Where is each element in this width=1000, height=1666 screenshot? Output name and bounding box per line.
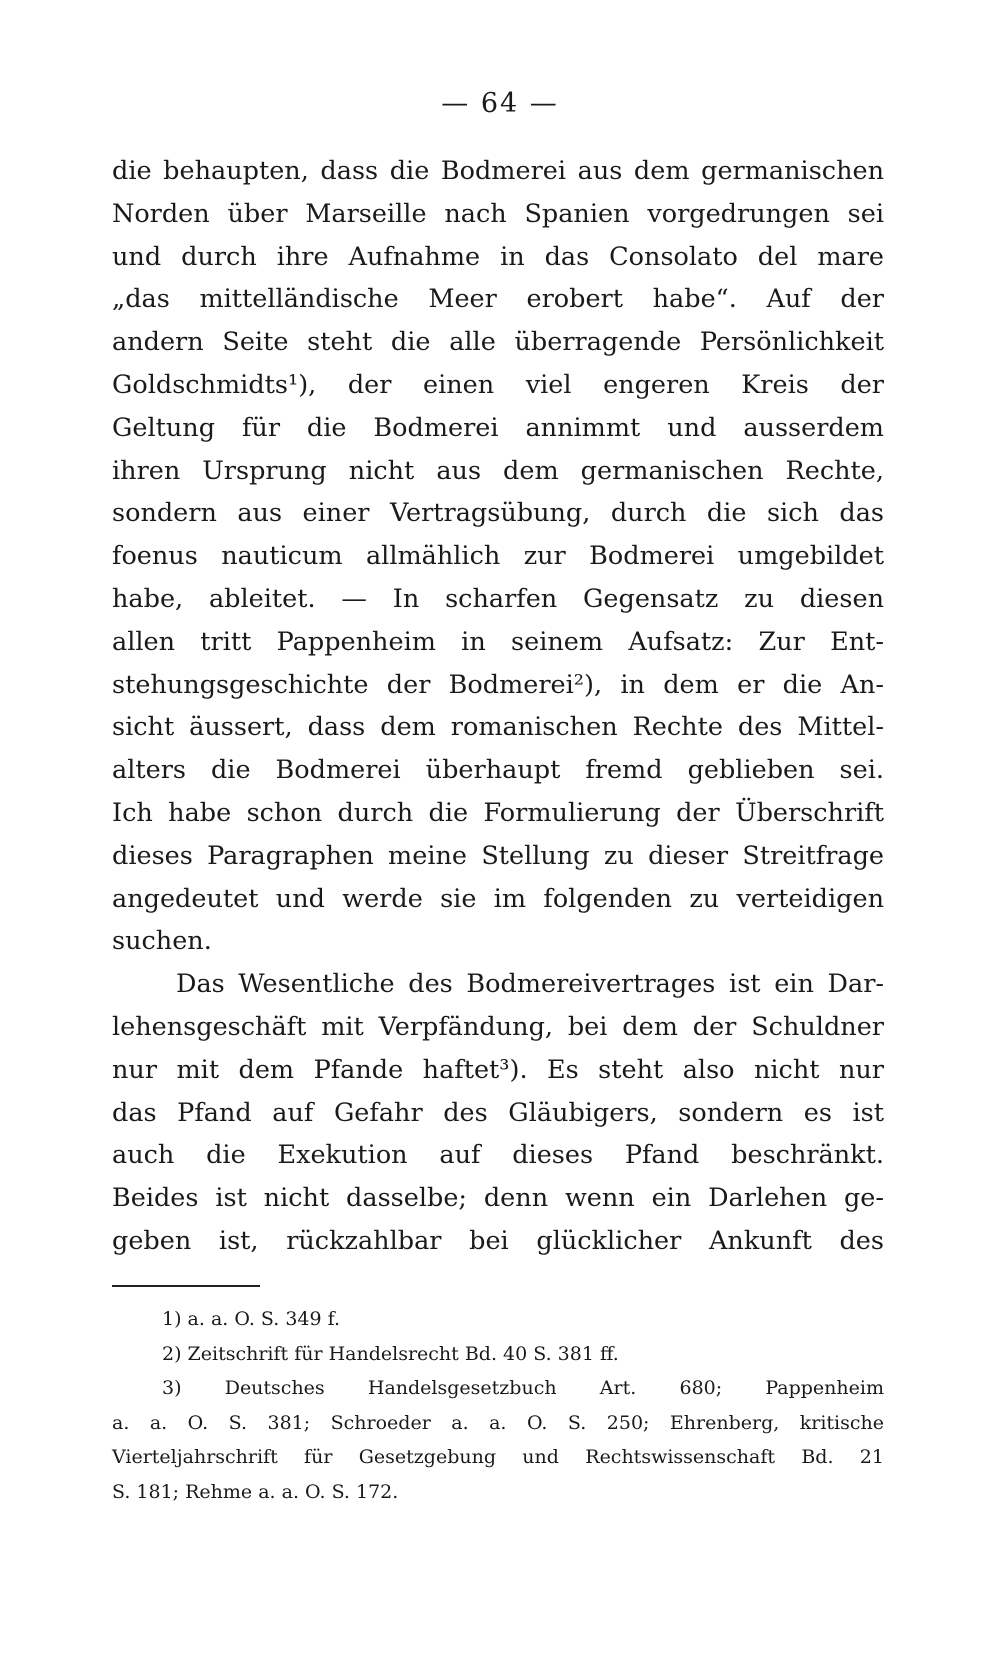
text-line: geben ist, rückzahlbar bei glücklicher Ankunft des	[112, 1225, 884, 1256]
text-line: Goldschmidts¹), der einen viel engeren Kreis der	[112, 369, 884, 400]
footnotes	[112, 1302, 884, 1509]
footnote-3-continued: S. 181; Rehme a. a. O. S. 172.	[112, 1480, 399, 1503]
text-line: habe, ableitet. — In scharfen Gegensatz zu diesen	[112, 583, 884, 614]
text-line: auch die Exekution auf dieses Pfand beschränkt.	[112, 1140, 884, 1171]
text-line: „das mittelländische Meer erobert habe“. Auf der	[112, 284, 884, 315]
text-line: alters die Bodmerei überhaupt fremd geblieben sei.	[112, 755, 884, 786]
text-line: stehungsgeschichte der Bodmerei²), in dem er die An-	[112, 669, 884, 700]
text-line: ihren Ursprung nicht aus dem germanischen Rechte,	[112, 455, 884, 486]
footnote-3-continued: Vierteljahrschrift für Gesetzgebung und Rechtswissenschaft Bd. 21	[112, 1446, 884, 1468]
text-line: Geltung für die Bodmerei annimmt und ausserdem	[112, 412, 884, 443]
text-line: Beides ist nicht dasselbe; denn wenn ein Darlehen ge-	[112, 1183, 884, 1214]
text-line: Norden über Marseille nach Spanien vorgedrungen sei	[112, 198, 884, 229]
body-text	[112, 150, 884, 1263]
paragraph-start-line: Das Wesentliche des Bodmereivertrages ist ein Dar-	[176, 969, 884, 1000]
text-line: das Pfand auf Gefahr des Gläubigers, sondern es ist	[112, 1097, 884, 1128]
text-line: suchen.	[112, 926, 212, 957]
footnote-separator	[112, 1285, 260, 1287]
text-line: andern Seite steht die alle überragende Persönlichkeit	[112, 327, 884, 358]
text-line: und durch ihre Aufnahme in das Consolato del mare	[112, 241, 884, 272]
text-line: lehensgeschäft mit Verpfändung, bei dem der Schuldner	[112, 1011, 884, 1042]
text-line: angedeutet und werde sie im folgenden zu verteidigen	[112, 883, 884, 914]
footnote-3: 3) Deutsches Handelsgesetzbuch Art. 680; Pappenheim	[162, 1377, 884, 1399]
text-line: Ich habe schon durch die Formulierung der Überschrift	[112, 797, 884, 828]
text-line: allen tritt Pappenheim in seinem Aufsatz: Zur Ent-	[112, 626, 884, 657]
text-line: die behaupten, dass die Bodmerei aus dem germanischen	[112, 156, 884, 186]
text-line: sicht äussert, dass dem romanischen Rechte des Mittel-	[112, 712, 884, 743]
text-line: dieses Paragraphen meine Stellung zu dieser Streitfrage	[112, 840, 884, 871]
footnote-3-continued: a. a. O. S. 381; Schroeder a. a. O. S. 250; Ehrenberg, kritische	[112, 1411, 884, 1434]
page-number: — 64 —	[441, 88, 559, 119]
footnote-1: 1) a. a. O. S. 349 f.	[162, 1308, 341, 1330]
text-line: foenus nauticum allmählich zur Bodmerei umgebildet	[112, 541, 884, 572]
text-line: sondern aus einer Vertragsübung, durch die sich das	[112, 498, 884, 529]
text-line: nur mit dem Pfande haftet³). Es steht also nicht nur	[112, 1054, 884, 1085]
footnote-2: 2) Zeitschrift für Handelsrecht Bd. 40 S. 381 ff.	[162, 1342, 619, 1365]
